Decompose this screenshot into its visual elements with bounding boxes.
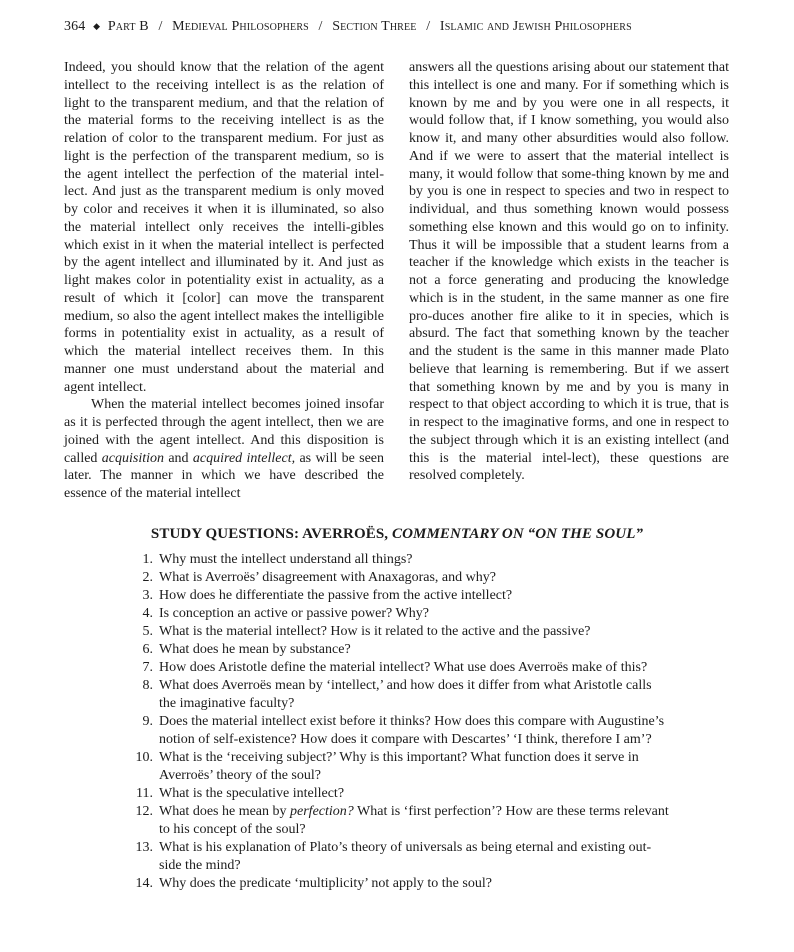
question-item	[126, 551, 671, 569]
page-number: 364	[64, 19, 86, 34]
question-number: 13.	[135, 840, 153, 855]
question-number: 7.	[142, 660, 153, 675]
separator-slash: /	[426, 19, 431, 34]
question-item	[126, 713, 671, 749]
paragraph-text: and	[164, 450, 193, 466]
question-text: What is his explanation of Plato’s theory of universals as being eternal and existing out-side the mind?	[159, 840, 652, 873]
question-number: 11.	[136, 786, 153, 801]
question-text: What is the ‘receiving subject?’ Why is this important? What function does it serve in Averroës’ theory of the soul?	[159, 750, 639, 783]
separator-slash: /	[318, 19, 323, 34]
diamond-icon: ◆	[93, 21, 101, 31]
question-text: Why must the intellect understand all things?	[159, 552, 413, 567]
question-item	[126, 659, 671, 677]
running-head	[64, 18, 734, 36]
body-paragraph	[64, 396, 384, 503]
question-text: How does he differentiate the passive from the active intellect?	[159, 588, 513, 603]
section-label: Section Three	[332, 19, 417, 34]
question-number: 1.	[142, 552, 153, 567]
question-number: 5.	[142, 624, 153, 639]
study-questions-heading	[0, 524, 794, 544]
question-number: 9.	[142, 714, 153, 729]
question-number: 4.	[142, 606, 153, 621]
question-text-part: What does he mean by	[159, 804, 291, 819]
question-item	[126, 587, 671, 605]
question-number: 2.	[142, 570, 153, 585]
question-number: 12.	[135, 804, 153, 819]
question-item	[126, 839, 671, 875]
heading-work-title: COMMENTARY ON “ON THE SOUL”	[392, 526, 644, 542]
question-text: What is Averroës’ disagreement with Anaxagoras, and why?	[159, 570, 496, 585]
paragraph-text: as will be seen later. The manner in which we have described the essence of the material intellect	[64, 450, 384, 501]
heading-prefix: STUDY QUESTIONS: AVERROËS,	[150, 526, 393, 542]
question-item	[126, 749, 671, 785]
question-text: Is conception an active or passive power? Why?	[159, 606, 429, 621]
question-item	[126, 875, 671, 893]
question-item	[126, 623, 671, 641]
question-item	[126, 677, 671, 713]
paragraph-text: When the material intellect becomes joined insofar as it is perfected through the agent intellect, then we are joined with the agent intellect. And this disposition is called	[64, 397, 384, 466]
body-paragraph: answers all the questions arising about our statement that this intellect is one and many. For if something which is known by me and by you were one in all respects, it would follow that, if I know something, you would also know it, and many other absurdities would also follow. And if we were to assert that the material intellect is many, it would follow that some-thing known by me and by you is one in respect to species and two in respect to individual, and thus something known would possess something else known and this would go on to infinity. Thus it will be impossible that a student learns from a teacher if the knowledge which exists in the teacher is not a force generating and producing the knowledge which is in the student, in the same manner as one fire pro-duces another fire alike to it in species, which is absurd. The fact that something known by the teacher and the student is the same in this manner made Plato believe that learning is remembering. But if we assert that something known by me and by you is many in respect to that object according to which it is true, that is in respect to the imaginative forms, and one in respect to the subject through which it is an existing intellect (and this is the material intel-lect), these questions are resolved completely.	[409, 60, 729, 484]
question-text: Does the material intellect exist before it thinks? How does this compare with Augustine’s notion of self-existence? How does it compare with Descartes’ ‘I think, therefore I am’?	[159, 714, 665, 747]
question-number: 6.	[142, 642, 153, 657]
question-text-part: What is ‘first perfection’? How are these terms relevant to his concept of the soul?	[159, 804, 669, 837]
study-questions-list	[126, 551, 671, 893]
question-item	[126, 605, 671, 623]
question-text: What does Averroës mean by ‘intellect,’ and how does it differ from what Aristotle calls the imaginative faculty?	[159, 678, 652, 711]
question-item	[126, 569, 671, 587]
italic-term: acquisition	[101, 450, 164, 466]
body-paragraph: Indeed, you should know that the relation of the agent intellect to the receiving intellect is as the relation of light to the transparent medium, and that the relation of the material forms to the receiving intellect is as the relation of color to the transparent medium. For just as light is the perfection of the transparent medium, so is the agent intellect the perfection of the material intel-lect. And just as the transparent medium is only moved by color and receives it when it is illuminated, so also the material intellect only receives the intelli-gibles which exist in it when the material intellect is perfected by the agent intellect and illuminated by it. And just as light makes color in potentiality exist in actuality, as a result of which it [color] can move the transparent medium, so also the agent intellect makes the intelligible forms in potentiality exist in actuality, as a result of which the material intellect receives them. In this manner one must understand about the material and agent intellect.	[64, 60, 384, 395]
question-text: Why does the predicate ‘multiplicity’ not apply to the soul?	[159, 876, 492, 891]
question-item	[126, 803, 671, 839]
question-text: What does he mean by substance?	[159, 642, 351, 657]
left-text-column	[64, 59, 384, 503]
question-text: How does Aristotle define the material intellect? What use does Averroës make of this?	[159, 660, 648, 675]
question-item	[126, 785, 671, 803]
section-title-label: Islamic and Jewish Philosophers	[439, 19, 632, 34]
italic-term: acquired intellect,	[192, 450, 296, 466]
separator-slash: /	[158, 19, 163, 34]
right-text-column	[409, 59, 729, 485]
question-number: 14.	[135, 876, 153, 891]
question-text: What is the speculative intellect?	[159, 786, 345, 801]
section-group-label: Medieval Philosophers	[172, 19, 309, 34]
question-text	[159, 803, 671, 839]
question-number: 10.	[135, 750, 153, 765]
italic-term: perfection?	[290, 804, 354, 819]
question-item	[126, 641, 671, 659]
question-number: 8.	[142, 678, 153, 693]
question-number: 3.	[142, 588, 153, 603]
question-text: What is the material intellect? How is it related to the active and the passive?	[159, 624, 591, 639]
part-label: Part B	[107, 19, 149, 34]
